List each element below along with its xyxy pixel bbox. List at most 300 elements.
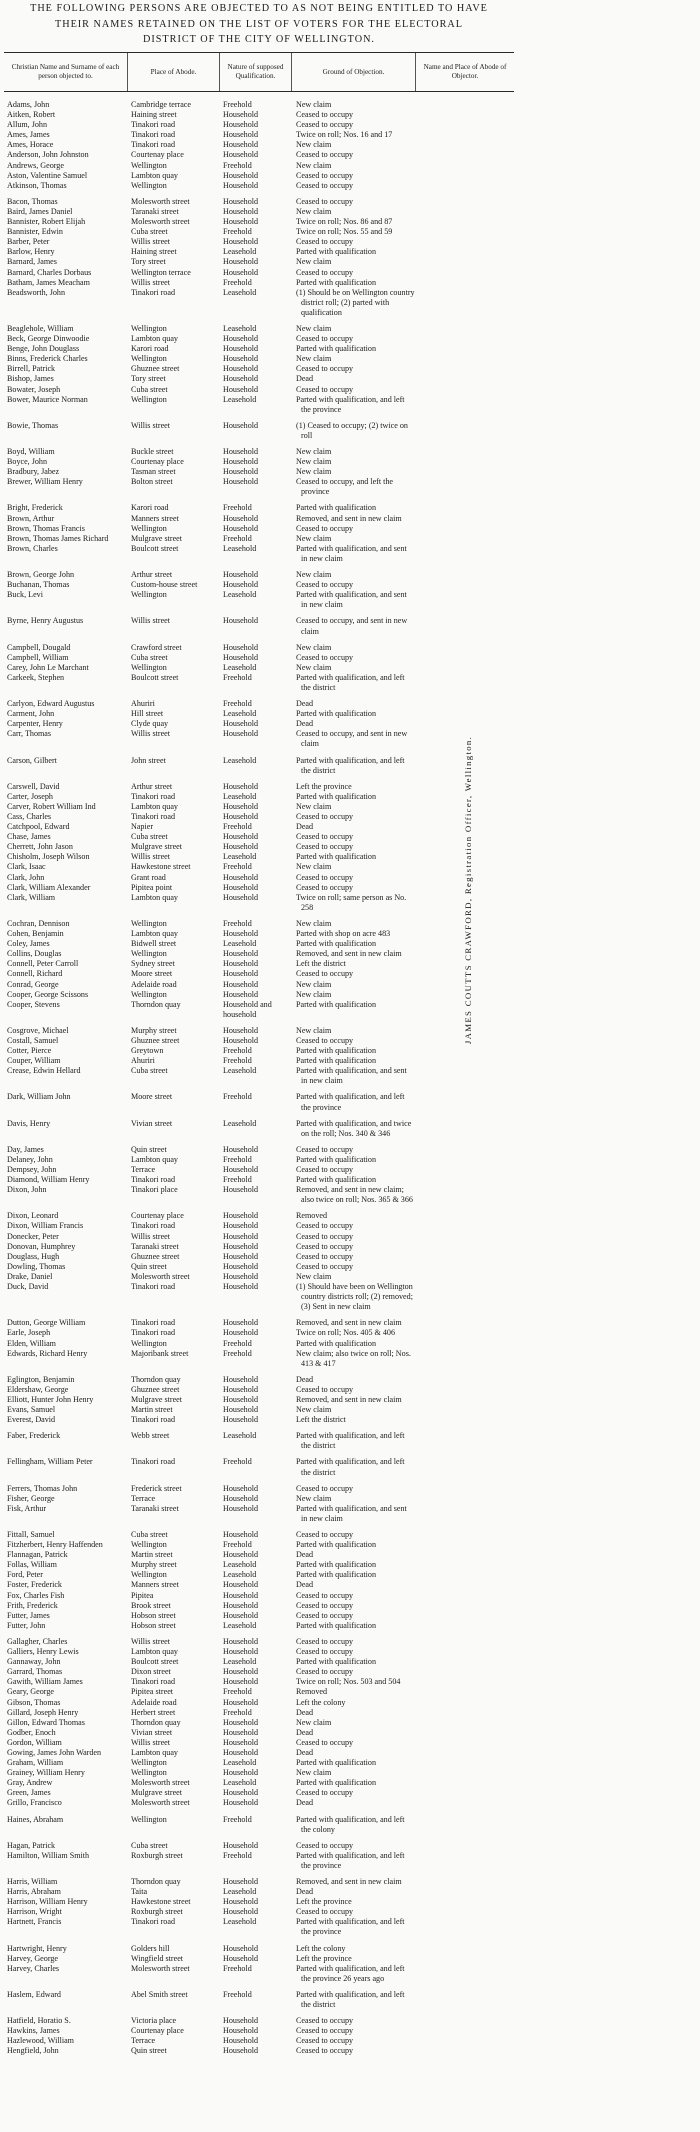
place-of-abode: Murphy street (131, 1560, 177, 1570)
voter-row (4, 395, 424, 415)
place-of-abode: Mulgrave street (131, 533, 183, 543)
voter-row (4, 1877, 424, 1887)
voter-row (4, 288, 424, 318)
voter-row (4, 699, 424, 709)
voter-row (4, 1647, 424, 1657)
voter-name: Ferrers, Thomas John (7, 1483, 78, 1493)
place-of-abode: Moore street (131, 1092, 173, 1102)
qualification: Household (223, 652, 259, 662)
voter-row (4, 1221, 424, 1231)
ground-of-objection: Ceased to occupy (296, 1221, 354, 1231)
voter-name: Gawith, William James (7, 1677, 83, 1687)
voter-row (4, 802, 424, 812)
ground-of-objection: Ceased to occupy (296, 1251, 354, 1261)
qualification: Household (223, 1211, 259, 1221)
voter-name: Clark, Isaac (7, 862, 46, 872)
voter-row (4, 1415, 424, 1425)
qualification: Household (223, 1394, 259, 1404)
qualification: Household (223, 257, 259, 267)
voter-row (4, 990, 424, 1000)
voter-row (4, 1708, 424, 1718)
voter-row (4, 1385, 424, 1395)
voter-row (4, 1056, 424, 1066)
qualification: Household (223, 1493, 259, 1503)
ground-of-objection: New claim (296, 1493, 332, 1503)
qualification: Household (223, 616, 259, 626)
voter-row (4, 467, 424, 477)
place-of-abode: Taranaki street (131, 1503, 179, 1513)
voter-name: Flannagan, Patrick (7, 1550, 68, 1560)
voter-row (4, 1815, 424, 1835)
ground-of-objection: Parted with qualification, and left the district (296, 672, 405, 692)
ground-of-objection: Ceased to occupy (296, 1737, 354, 1747)
place-of-abode: Mulgrave street (131, 1788, 183, 1798)
voter-row (4, 181, 424, 191)
voter-row (4, 1637, 424, 1647)
voter-row (4, 1798, 424, 1808)
row-group (4, 1484, 424, 1524)
voter-name: Donecker, Peter (7, 1231, 59, 1241)
qualification: Freehold (223, 1540, 252, 1550)
voter-row (4, 673, 424, 693)
voter-row (4, 324, 424, 334)
place-of-abode: Boulcott street (131, 672, 179, 682)
ground-of-objection: Ceased to occupy (296, 842, 354, 852)
voter-name: Green, James (7, 1788, 51, 1798)
ground-of-objection: New claim (296, 160, 332, 170)
voter-row (4, 1698, 424, 1708)
voter-name: Dixon, Leonard (7, 1211, 59, 1221)
voter-name: Carpenter, Henry (7, 719, 63, 729)
voter-name: Brown, Arthur (7, 513, 55, 523)
ground-of-objection: Ceased to occupy (296, 237, 354, 247)
qualification: Leasehold (223, 1887, 257, 1897)
voter-row (4, 1530, 424, 1540)
ground-of-objection: Ceased to occupy (296, 1610, 354, 1620)
place-of-abode: Bolton street (131, 477, 173, 487)
qualification: Household (223, 374, 259, 384)
voter-row (4, 729, 424, 749)
ground-of-objection: Ceased to occupy (296, 2036, 354, 2046)
ground-of-objection: Dead (296, 374, 314, 384)
voter-row (4, 1851, 424, 1871)
qualification: Freehold (223, 1457, 252, 1467)
place-of-abode: Tinakori road (131, 140, 175, 150)
place-of-abode: Arthur street (131, 781, 173, 791)
voter-row (4, 524, 424, 534)
qualification: Household (223, 1415, 259, 1425)
voter-row (4, 1262, 424, 1272)
voter-name: Foster, Frederick (7, 1580, 62, 1590)
ground-of-objection: Removed, and sent in new claim; also twice on roll; Nos. 365 & 366 (296, 1185, 413, 1205)
voter-row (4, 1964, 424, 1984)
qualification: Freehold (223, 862, 252, 872)
place-of-abode: Hawkestone street (131, 862, 191, 872)
voter-name: Hagan, Patrick (7, 1840, 56, 1850)
row-group (4, 1092, 424, 1112)
place-of-abode: Ahuriri (131, 1056, 155, 1066)
place-of-abode: Lambton quay (131, 334, 178, 344)
place-of-abode: Tasman street (131, 467, 176, 477)
ground-of-objection: Ceased to occupy (296, 364, 354, 374)
place-of-abode: Ghuznee street (131, 1251, 180, 1261)
qualification: Household (223, 872, 259, 882)
qualification: Household (223, 1840, 259, 1850)
ground-of-objection: New claim (296, 457, 332, 467)
qualification: Household (223, 384, 259, 394)
ground-of-objection: Parted with qualification (296, 503, 377, 513)
ground-of-objection: Parted with qualification (296, 1046, 377, 1056)
ground-of-objection: Removed (296, 1211, 328, 1221)
place-of-abode: Courtenay place (131, 1211, 184, 1221)
qualification: Freehold (223, 1687, 252, 1697)
place-of-abode: Wellington (131, 354, 167, 364)
ground-of-objection: Parted with qualification (296, 999, 377, 1009)
place-of-abode: Manners street (131, 1580, 179, 1590)
place-of-abode: Wellington (131, 1768, 167, 1778)
place-of-abode: Wellington (131, 394, 167, 404)
ground-of-objection: Dead (296, 1727, 314, 1737)
voter-name: Carkeek, Stephen (7, 672, 65, 682)
voter-name: Eldershaw, George (7, 1384, 69, 1394)
ground-of-objection: New claim (296, 1768, 332, 1778)
voter-row (4, 590, 424, 610)
place-of-abode: Sydney street (131, 959, 175, 969)
voter-row (4, 812, 424, 822)
place-of-abode: Custom-house street (131, 580, 198, 590)
voter-row (4, 893, 424, 913)
voter-row (4, 1092, 424, 1112)
voter-name: Barnard, James (7, 257, 57, 267)
place-of-abode: Willis street (131, 1231, 171, 1241)
column-header-name: Christian Name and Surname of each person objected to. (4, 53, 128, 91)
qualification: Leasehold (223, 852, 257, 862)
place-of-abode: Lambton quay (131, 1154, 178, 1164)
qualification: Leasehold (223, 939, 257, 949)
voter-name: Aitken, Robert (7, 110, 56, 120)
voter-name: Gordon, William (7, 1737, 62, 1747)
qualification: Household (223, 580, 259, 590)
voter-row (4, 1504, 424, 1524)
place-of-abode: Victoria place (131, 2016, 177, 2026)
qualification: Household (223, 929, 259, 939)
voter-row (4, 150, 424, 160)
voter-name: Carson, Gilbert (7, 755, 57, 765)
qualification: Household (223, 1727, 259, 1737)
qualification: Leasehold (223, 1778, 257, 1788)
row-group (4, 1375, 424, 1425)
place-of-abode: Wellington (131, 523, 167, 533)
voter-row (4, 1897, 424, 1907)
ground-of-objection: Parted with qualification (296, 247, 377, 257)
voter-row (4, 1917, 424, 1937)
ground-of-objection: Parted with qualification, and left the province (296, 394, 405, 414)
row-group (4, 1944, 424, 1984)
voter-row (4, 653, 424, 663)
place-of-abode: Tinakori road (131, 130, 175, 140)
place-of-abode: Courtenay place (131, 2026, 184, 2036)
place-of-abode: Herbert street (131, 1707, 176, 1717)
voter-name: Ames, James (7, 130, 50, 140)
ground-of-objection: Removed (296, 1687, 328, 1697)
voter-name: Conrad, George (7, 979, 59, 989)
ground-of-objection: New claim (296, 1717, 332, 1727)
row-group (4, 503, 424, 564)
voter-row (4, 980, 424, 990)
row-group (4, 1211, 424, 1312)
voter-name: Gallagher, Charles (7, 1636, 68, 1646)
qualification: Household (223, 1241, 259, 1251)
place-of-abode: Lambton quay (131, 929, 178, 939)
voter-name: Bowie, Thomas (7, 420, 59, 430)
voter-name: Fittall, Samuel (7, 1530, 55, 1539)
place-of-abode: Napier (131, 822, 154, 832)
qualification: Household (223, 1590, 259, 1600)
voter-name: Aston, Valentine Samuel (7, 170, 88, 180)
ground-of-objection: Ceased to occupy (296, 2026, 354, 2036)
qualification: Household (223, 719, 259, 729)
place-of-abode: Tinakori road (131, 1677, 175, 1687)
voter-row (4, 110, 424, 120)
voter-name: Fisher, George (7, 1493, 55, 1503)
qualification: Household (223, 447, 259, 456)
voter-name: Harris, William (7, 1877, 58, 1886)
qualification: Household (223, 1271, 259, 1281)
voter-row (4, 1550, 424, 1560)
voter-name: Byrne, Henry Augustus (7, 616, 84, 626)
place-of-abode: Terrace (131, 1493, 156, 1503)
voter-row (4, 197, 424, 207)
voter-row (4, 421, 424, 441)
qualification: Household (223, 1737, 259, 1747)
voter-name: Bradbury, Jabez (7, 467, 60, 477)
ground-of-objection: Parted with qualification, and sent in new claim (296, 543, 407, 563)
ground-of-objection: New claim (296, 989, 332, 999)
voter-row (4, 1841, 424, 1851)
qualification: Freehold (223, 1707, 252, 1717)
voter-name: Beck, George Dinwoodie (7, 334, 90, 344)
ground-of-objection: Ceased to occupy (296, 872, 354, 882)
ground-of-objection: Parted with qualification (296, 939, 377, 949)
place-of-abode: Haining street (131, 247, 177, 257)
voter-row (4, 1000, 424, 1020)
voter-name: Baird, James Daniel (7, 206, 73, 216)
qualification: Household (223, 989, 259, 999)
place-of-abode: Ghuznee street (131, 1035, 180, 1045)
place-of-abode: Cuba street (131, 1530, 168, 1539)
voter-name: Earle, Joseph (7, 1328, 51, 1338)
ground-of-objection: Parted with qualification, and left the province (296, 1850, 405, 1870)
voter-row (4, 364, 424, 374)
voter-row (4, 1990, 424, 2010)
voter-name: Boyd, William (7, 447, 55, 456)
ground-of-objection: New claim (296, 533, 332, 543)
voter-name: Bright, Frederick (7, 503, 63, 513)
ground-of-objection: Ceased to occupy (296, 1647, 354, 1657)
voter-row (4, 1677, 424, 1687)
ground-of-objection: Ceased to occupy (296, 1241, 354, 1251)
place-of-abode: Tinakori road (131, 1318, 175, 1328)
voter-row (4, 334, 424, 344)
voter-name: Bower, Maurice Norman (7, 394, 88, 404)
place-of-abode: Thorndon quay (131, 1374, 181, 1384)
voter-name: Edwards, Richard Henry (7, 1348, 88, 1358)
voter-name: Eglington, Benjamin (7, 1374, 75, 1384)
voter-row (4, 959, 424, 969)
place-of-abode: Wellington (131, 989, 167, 999)
place-of-abode: Taita (131, 1887, 148, 1897)
qualification: Household (223, 1907, 259, 1917)
voter-name: Graham, William (7, 1758, 64, 1768)
row-group (4, 1841, 424, 1871)
qualification: Freehold (223, 1046, 252, 1056)
row-group (4, 1318, 424, 1368)
voter-name: Brown, George John (7, 570, 75, 580)
place-of-abode: Wellington (131, 1814, 167, 1824)
qualification: Household (223, 1221, 259, 1231)
voter-row (4, 1611, 424, 1621)
voter-row (4, 1758, 424, 1768)
ground-of-objection: Ceased to occupy (296, 2046, 354, 2056)
ground-of-objection: Dead (296, 1580, 314, 1590)
ground-of-objection: Dead (296, 1887, 314, 1897)
heading-line-1: THE FOLLOWING PERSONS ARE OBJECTED TO AS NOT BEING ENTITLED TO HAVE (30, 3, 488, 14)
place-of-abode: Mulgrave street (131, 842, 183, 852)
voter-name: Hengfield, John (7, 2046, 59, 2056)
qualification: Freehold (223, 1154, 252, 1164)
voter-name: Catchpool, Edward (7, 822, 70, 832)
voter-row (4, 207, 424, 217)
voter-name: Dixon, William Francis (7, 1221, 84, 1231)
ground-of-objection: Ceased to occupy (296, 110, 354, 120)
qualification: Freehold (223, 227, 252, 237)
qualification: Household (223, 1943, 259, 1953)
qualification: Freehold (223, 277, 252, 287)
voter-row (4, 1570, 424, 1580)
ground-of-objection: Dead (296, 719, 314, 729)
voter-name: Fellingham, William Peter (7, 1457, 93, 1467)
voter-name: Evans, Samuel (7, 1405, 56, 1415)
voter-name: Drake, Daniel (7, 1271, 53, 1281)
voter-name: Haslem, Edward (7, 1989, 61, 1999)
voter-row (4, 1457, 424, 1477)
qualification: Household (223, 1251, 259, 1261)
voter-name: Fox, Charles Fish (7, 1590, 65, 1600)
ground-of-objection: Removed, and sent in new claim (296, 1318, 402, 1328)
place-of-abode: Pipitea street (131, 1687, 174, 1697)
place-of-abode: Molesworth street (131, 217, 190, 227)
place-of-abode: Willis street (131, 852, 171, 862)
ground-of-objection: Removed, and sent in new claim (296, 1877, 402, 1886)
place-of-abode: Willis street (131, 237, 171, 247)
ground-of-objection: New claim (296, 1271, 332, 1281)
ground-of-objection: New claim (296, 323, 332, 333)
place-of-abode: Lambton quay (131, 1647, 178, 1657)
qualification: Household (223, 1025, 259, 1035)
ground-of-objection: Ceased to occupy (296, 1636, 354, 1646)
ground-of-objection: Ceased to occupy (296, 120, 354, 130)
row-group (4, 756, 424, 776)
place-of-abode: Taranaki street (131, 206, 179, 216)
voter-row (4, 1165, 424, 1175)
column-header-objector: Name and Place of Abode of Objector. (423, 63, 507, 80)
voter-row (4, 1718, 424, 1728)
voter-row (4, 1272, 424, 1282)
place-of-abode: Hobson street (131, 1610, 176, 1620)
row-group (4, 570, 424, 610)
voter-name: Follas, William (7, 1560, 57, 1570)
row-group (4, 1431, 424, 1451)
voter-row (4, 949, 424, 959)
ground-of-objection: Parted with qualification, and left the district (296, 1989, 405, 2010)
voter-name: Hartnett, Francis (7, 1917, 62, 1927)
voter-name: Campbell, William (7, 652, 69, 662)
ground-of-objection: Ceased to occupy, and sent in new claim (296, 616, 408, 636)
qualification: Household (223, 1530, 259, 1539)
place-of-abode: Adelaide road (131, 1697, 177, 1707)
voter-row (4, 130, 424, 140)
voter-row (4, 1339, 424, 1349)
row-group (4, 1990, 424, 2010)
qualification: Freehold (223, 918, 252, 928)
column-header-place: Place of Abode. (128, 53, 220, 91)
place-of-abode: Tinakori road (131, 1457, 175, 1467)
ground-of-objection: New claim (296, 257, 332, 267)
voter-row (4, 237, 424, 247)
ground-of-objection: New claim (296, 467, 332, 477)
qualification: Leasehold (223, 1917, 257, 1927)
qualification: Household (223, 1318, 259, 1328)
voter-name: Grillo, Francisco (7, 1798, 62, 1808)
voter-name: Fitzherbert, Henry Haffenden (7, 1540, 103, 1550)
qualification: Household (223, 1405, 259, 1415)
place-of-abode: Tinakori road (131, 287, 175, 297)
column-header-row (4, 52, 514, 92)
qualification: Household (223, 1667, 259, 1677)
voter-name: Couper, William (7, 1056, 61, 1066)
qualification: Leasehold (223, 662, 257, 672)
ground-of-objection: Removed, and sent in new claim (296, 949, 402, 959)
qualification: Household (223, 130, 259, 140)
qualification: Household (223, 1144, 259, 1154)
voter-name: Fisk, Arthur (7, 1503, 47, 1513)
place-of-abode: Wellington (131, 662, 167, 672)
voter-row (4, 873, 424, 883)
voter-row (4, 247, 424, 257)
voter-row (4, 663, 424, 673)
voter-row (4, 1395, 424, 1405)
place-of-abode: Tinakori road (131, 1917, 175, 1927)
ground-of-objection: Dead (296, 1747, 314, 1757)
qualification: Household (223, 2016, 259, 2026)
voter-row (4, 719, 424, 729)
voter-name: Bowater, Joseph (7, 384, 61, 394)
voter-name: Douglass, Hugh (7, 1251, 60, 1261)
place-of-abode: Taranaki street (131, 1241, 179, 1251)
place-of-abode: Wellington (131, 1338, 167, 1348)
row-group (4, 2016, 424, 2056)
place-of-abode: Frederick street (131, 1483, 182, 1493)
voter-row (4, 544, 424, 564)
qualification: Household (223, 642, 259, 652)
qualification: Freehold (223, 1814, 252, 1824)
voter-row (4, 1282, 424, 1312)
voter-name: Bacon, Thomas (7, 196, 58, 206)
ground-of-objection: Parted with qualification (296, 1175, 377, 1185)
voter-name: Hatfield, Horatio S. (7, 2016, 71, 2026)
qualification: Household (223, 959, 259, 969)
voter-row (4, 447, 424, 457)
